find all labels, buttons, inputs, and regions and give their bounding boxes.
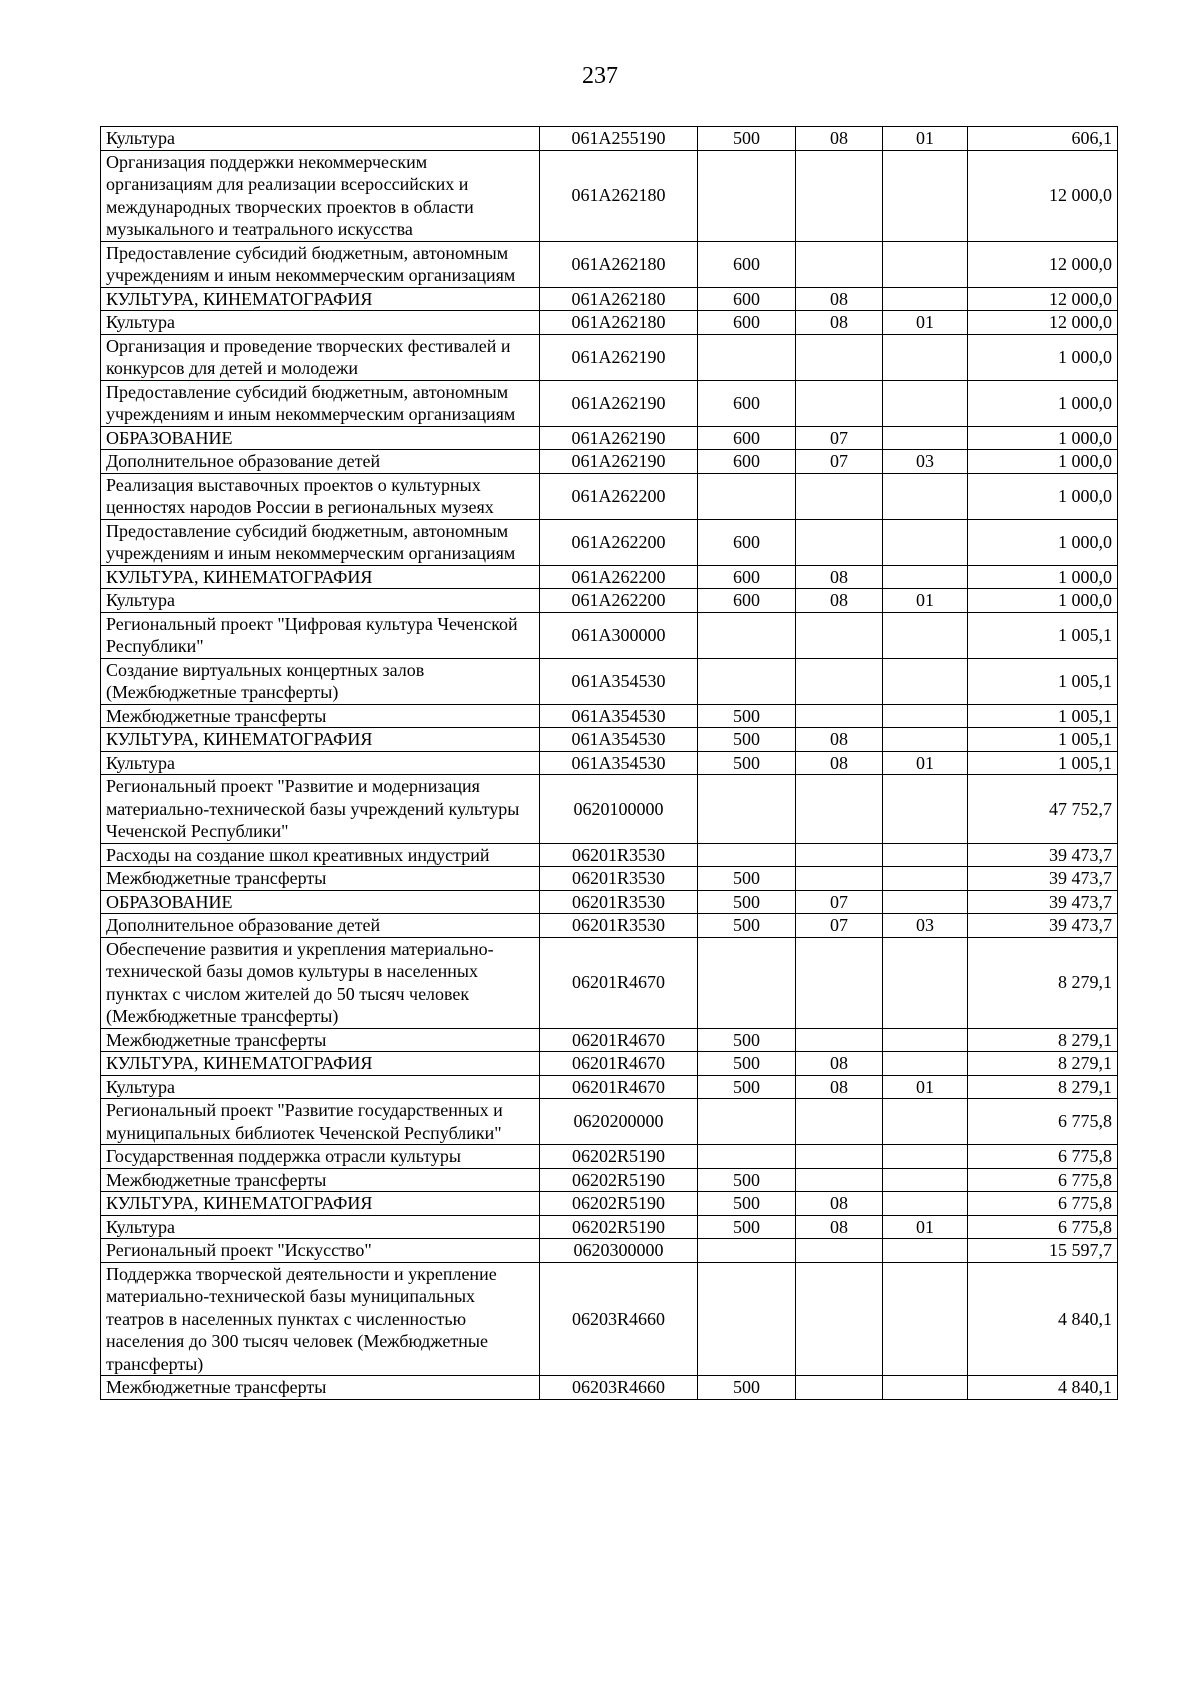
amount-cell: 12 000,0 [968,311,1118,335]
amount-cell: 1 000,0 [968,519,1118,565]
subsection-code-cell: 01 [883,311,968,335]
target-article-code-cell: 061A262200 [540,565,698,589]
expense-name-cell: Межбюджетные трансферты [101,1168,540,1192]
section-code-cell [796,1099,883,1145]
expense-type-cell: 500 [698,751,796,775]
section-code-cell: 08 [796,565,883,589]
subsection-code-cell [883,241,968,287]
subsection-code-cell [883,704,968,728]
section-code-cell: 08 [796,1215,883,1239]
subsection-code-cell [883,775,968,844]
section-code-cell: 08 [796,1052,883,1076]
expense-type-cell: 500 [698,1028,796,1052]
expense-type-cell: 600 [698,311,796,335]
expense-type-cell: 500 [698,1192,796,1216]
subsection-code-cell: 01 [883,127,968,151]
expense-name-cell: Создание виртуальных концертных залов (Межбюджетные трансферты) [101,658,540,704]
section-code-cell [796,519,883,565]
section-code-cell [796,937,883,1028]
expense-type-cell: 500 [698,1075,796,1099]
amount-cell: 4 840,1 [968,1376,1118,1400]
subsection-code-cell [883,843,968,867]
expense-type-cell: 500 [698,914,796,938]
table-row [101,380,1118,426]
section-code-cell: 07 [796,450,883,474]
subsection-code-cell [883,380,968,426]
expense-name-cell: КУЛЬТУРА, КИНЕМАТОГРАФИЯ [101,287,540,311]
table-row [101,914,1118,938]
table-row [101,1168,1118,1192]
subsection-code-cell [883,1099,968,1145]
expense-type-cell: 600 [698,519,796,565]
amount-cell: 39 473,7 [968,914,1118,938]
subsection-code-cell [883,287,968,311]
amount-cell: 1 005,1 [968,658,1118,704]
section-code-cell [796,1262,883,1376]
amount-cell: 8 279,1 [968,937,1118,1028]
expense-type-cell [698,1099,796,1145]
expense-type-cell: 600 [698,589,796,613]
subsection-code-cell: 01 [883,751,968,775]
page-number: 237 [582,63,618,89]
expense-name-cell: Культура [101,311,540,335]
expense-name-cell: ОБРАЗОВАНИЕ [101,890,540,914]
amount-cell: 12 000,0 [968,241,1118,287]
target-article-code-cell: 06201R4670 [540,1052,698,1076]
section-code-cell [796,150,883,241]
target-article-code-cell: 0620200000 [540,1099,698,1145]
amount-cell: 6 775,8 [968,1168,1118,1192]
target-article-code-cell: 06201R3530 [540,867,698,891]
amount-cell: 8 279,1 [968,1075,1118,1099]
table-row [101,450,1118,474]
expense-name-cell: Дополнительное образование детей [101,450,540,474]
expense-name-cell: Культура [101,1215,540,1239]
amount-cell: 6 775,8 [968,1215,1118,1239]
expense-type-cell: 500 [698,1168,796,1192]
section-code-cell: 08 [796,127,883,151]
target-article-code-cell: 061A300000 [540,612,698,658]
amount-cell: 1 005,1 [968,751,1118,775]
amount-cell: 12 000,0 [968,287,1118,311]
expense-name-cell: КУЛЬТУРА, КИНЕМАТОГРАФИЯ [101,565,540,589]
table-row [101,1099,1118,1145]
expense-name-cell: Межбюджетные трансферты [101,704,540,728]
table-row [101,1075,1118,1099]
amount-cell: 8 279,1 [968,1028,1118,1052]
table-row [101,658,1118,704]
subsection-code-cell [883,565,968,589]
target-article-code-cell: 061A262190 [540,334,698,380]
subsection-code-cell [883,1052,968,1076]
target-article-code-cell: 061A262200 [540,589,698,613]
expense-type-cell: 500 [698,1376,796,1400]
amount-cell: 6 775,8 [968,1145,1118,1169]
table-row [101,589,1118,613]
table-row [101,1192,1118,1216]
amount-cell: 1 000,0 [968,450,1118,474]
target-article-code-cell: 061A262180 [540,311,698,335]
amount-cell: 39 473,7 [968,867,1118,891]
table-row [101,1262,1118,1376]
table-row [101,311,1118,335]
expense-type-cell: 600 [698,241,796,287]
expense-type-cell: 600 [698,565,796,589]
table-row [101,473,1118,519]
subsection-code-cell [883,473,968,519]
table-row [101,751,1118,775]
target-article-code-cell: 061A354530 [540,704,698,728]
amount-cell: 15 597,7 [968,1239,1118,1263]
target-article-code-cell: 06201R3530 [540,890,698,914]
expense-type-cell [698,1145,796,1169]
expense-type-cell: 600 [698,426,796,450]
expense-type-cell [698,775,796,844]
target-article-code-cell: 061A262180 [540,287,698,311]
target-article-code-cell: 06202R5190 [540,1215,698,1239]
section-code-cell: 08 [796,589,883,613]
subsection-code-cell: 03 [883,450,968,474]
amount-cell: 1 000,0 [968,426,1118,450]
target-article-code-cell: 061A262190 [540,426,698,450]
section-code-cell [796,612,883,658]
target-article-code-cell: 061A262190 [540,450,698,474]
section-code-cell [796,1239,883,1263]
section-code-cell [796,775,883,844]
expense-name-cell: КУЛЬТУРА, КИНЕМАТОГРАФИЯ [101,1052,540,1076]
expense-type-cell: 500 [698,1215,796,1239]
table-row [101,1376,1118,1400]
section-code-cell: 08 [796,1192,883,1216]
amount-cell: 6 775,8 [968,1192,1118,1216]
amount-cell: 1 000,0 [968,589,1118,613]
section-code-cell: 07 [796,426,883,450]
section-code-cell: 08 [796,1075,883,1099]
expense-type-cell: 600 [698,380,796,426]
section-code-cell [796,658,883,704]
section-code-cell: 08 [796,728,883,752]
budget-table-body [101,127,1118,1400]
subsection-code-cell [883,1192,968,1216]
target-article-code-cell: 06201R3530 [540,843,698,867]
expense-name-cell: Поддержка творческой деятельности и укрепление материально-технической базы муниципальных театров в населенных пунктах с численностью населения до 300 тысяч человек (Межбюджетные трансферты) [101,1262,540,1376]
target-article-code-cell: 061A262180 [540,241,698,287]
section-code-cell [796,334,883,380]
subsection-code-cell: 01 [883,589,968,613]
expense-type-cell [698,658,796,704]
expense-name-cell: Реализация выставочных проектов о культурных ценностях народов России в региональных музеях [101,473,540,519]
target-article-code-cell: 061A255190 [540,127,698,151]
target-article-code-cell: 061A262200 [540,519,698,565]
target-article-code-cell: 06201R4670 [540,937,698,1028]
section-code-cell [796,1028,883,1052]
subsection-code-cell [883,1262,968,1376]
section-code-cell [796,867,883,891]
amount-cell: 47 752,7 [968,775,1118,844]
subsection-code-cell [883,867,968,891]
expense-name-cell: Культура [101,589,540,613]
expense-name-cell: Расходы на создание школ креативных индустрий [101,843,540,867]
amount-cell: 1 005,1 [968,704,1118,728]
target-article-code-cell: 06201R4670 [540,1028,698,1052]
subsection-code-cell: 03 [883,914,968,938]
amount-cell: 8 279,1 [968,1052,1118,1076]
target-article-code-cell: 06202R5190 [540,1192,698,1216]
section-code-cell [796,704,883,728]
section-code-cell [796,1168,883,1192]
budget-table [100,126,1118,1400]
expense-type-cell [698,473,796,519]
table-row [101,1239,1118,1263]
subsection-code-cell: 01 [883,1215,968,1239]
table-row [101,565,1118,589]
expense-name-cell: Региональный проект "Искусство" [101,1239,540,1263]
expense-name-cell: Региональный проект "Развитие и модернизация материально-технической базы учреждений культуры Чеченской Республики" [101,775,540,844]
target-article-code-cell: 061A354530 [540,751,698,775]
expense-name-cell: Культура [101,127,540,151]
target-article-code-cell: 06201R3530 [540,914,698,938]
section-code-cell: 08 [796,751,883,775]
table-row [101,426,1118,450]
expense-type-cell [698,843,796,867]
table-row [101,775,1118,844]
expense-name-cell: Межбюджетные трансферты [101,1028,540,1052]
amount-cell: 606,1 [968,127,1118,151]
section-code-cell: 08 [796,287,883,311]
subsection-code-cell [883,1376,968,1400]
section-code-cell [796,241,883,287]
section-code-cell: 07 [796,914,883,938]
amount-cell: 1 005,1 [968,728,1118,752]
subsection-code-cell [883,150,968,241]
table-row [101,519,1118,565]
table-row [101,843,1118,867]
expense-type-cell: 600 [698,287,796,311]
expense-name-cell: КУЛЬТУРА, КИНЕМАТОГРАФИЯ [101,1192,540,1216]
expense-name-cell: ОБРАЗОВАНИЕ [101,426,540,450]
expense-type-cell [698,334,796,380]
table-row [101,890,1118,914]
expense-type-cell: 500 [698,728,796,752]
expense-type-cell: 500 [698,704,796,728]
expense-name-cell: Дополнительное образование детей [101,914,540,938]
subsection-code-cell [883,612,968,658]
expense-type-cell [698,937,796,1028]
subsection-code-cell [883,658,968,704]
expense-name-cell: Обеспечение развития и укрепления материально-технической базы домов культуры в населенных пунктах с числом жителей до 50 тысяч человек (Межбюджетные трансферты) [101,937,540,1028]
section-code-cell: 07 [796,890,883,914]
target-article-code-cell: 0620300000 [540,1239,698,1263]
expense-type-cell [698,150,796,241]
table-row [101,728,1118,752]
table-row [101,704,1118,728]
amount-cell: 1 000,0 [968,565,1118,589]
target-article-code-cell: 061A354530 [540,728,698,752]
expense-name-cell: Региональный проект "Развитие государственных и муниципальных библиотек Чеченской Республики" [101,1099,540,1145]
section-code-cell [796,380,883,426]
target-article-code-cell: 061A262190 [540,380,698,426]
subsection-code-cell [883,426,968,450]
table-row [101,150,1118,241]
table-row [101,241,1118,287]
expense-name-cell: Региональный проект "Цифровая культура Чеченской Республики" [101,612,540,658]
section-code-cell [796,1376,883,1400]
expense-name-cell: Организация поддержки некоммерческим организациям для реализации всероссийских и международных творческих проектов в области музыкального и театрального искусства [101,150,540,241]
subsection-code-cell [883,334,968,380]
section-code-cell: 08 [796,311,883,335]
amount-cell: 12 000,0 [968,150,1118,241]
subsection-code-cell [883,1028,968,1052]
subsection-code-cell [883,937,968,1028]
table-row [101,287,1118,311]
subsection-code-cell [883,1168,968,1192]
expense-type-cell [698,1239,796,1263]
expense-name-cell: Предоставление субсидий бюджетным, автономным учреждениям и иным некоммерческим организациям [101,380,540,426]
expense-type-cell [698,1262,796,1376]
subsection-code-cell [883,728,968,752]
expense-name-cell: Предоставление субсидий бюджетным, автономным учреждениям и иным некоммерческим организациям [101,519,540,565]
table-row [101,127,1118,151]
expense-type-cell: 500 [698,890,796,914]
expense-name-cell: Предоставление субсидий бюджетным, автономным учреждениям и иным некоммерческим организациям [101,241,540,287]
table-row [101,334,1118,380]
target-article-code-cell: 06202R5190 [540,1145,698,1169]
amount-cell: 1 005,1 [968,612,1118,658]
target-article-code-cell: 06201R4670 [540,1075,698,1099]
table-row [101,867,1118,891]
table-row [101,1145,1118,1169]
expense-name-cell: Межбюджетные трансферты [101,1376,540,1400]
amount-cell: 1 000,0 [968,473,1118,519]
expense-name-cell: Организация и проведение творческих фестивалей и конкурсов для детей и молодежи [101,334,540,380]
target-article-code-cell: 06203R4660 [540,1262,698,1376]
expense-type-cell [698,612,796,658]
subsection-code-cell [883,519,968,565]
amount-cell: 39 473,7 [968,843,1118,867]
expense-type-cell: 500 [698,127,796,151]
subsection-code-cell: 01 [883,1075,968,1099]
expense-type-cell: 600 [698,450,796,474]
section-code-cell [796,843,883,867]
subsection-code-cell [883,1145,968,1169]
table-row [101,1028,1118,1052]
expense-name-cell: Культура [101,751,540,775]
target-article-code-cell: 061A262200 [540,473,698,519]
table-row [101,937,1118,1028]
table-row [101,1052,1118,1076]
table-row [101,1215,1118,1239]
expense-name-cell: Межбюджетные трансферты [101,867,540,891]
expense-name-cell: Культура [101,1075,540,1099]
expense-name-cell: Государственная поддержка отрасли культуры [101,1145,540,1169]
target-article-code-cell: 06203R4660 [540,1376,698,1400]
section-code-cell [796,473,883,519]
expense-type-cell: 500 [698,867,796,891]
amount-cell: 1 000,0 [968,334,1118,380]
amount-cell: 4 840,1 [968,1262,1118,1376]
target-article-code-cell: 0620100000 [540,775,698,844]
amount-cell: 1 000,0 [968,380,1118,426]
amount-cell: 6 775,8 [968,1099,1118,1145]
target-article-code-cell: 06202R5190 [540,1168,698,1192]
table-row [101,612,1118,658]
target-article-code-cell: 061A354530 [540,658,698,704]
expense-type-cell: 500 [698,1052,796,1076]
subsection-code-cell [883,1239,968,1263]
section-code-cell [796,1145,883,1169]
subsection-code-cell [883,890,968,914]
expense-name-cell: КУЛЬТУРА, КИНЕМАТОГРАФИЯ [101,728,540,752]
target-article-code-cell: 061A262180 [540,150,698,241]
amount-cell: 39 473,7 [968,890,1118,914]
